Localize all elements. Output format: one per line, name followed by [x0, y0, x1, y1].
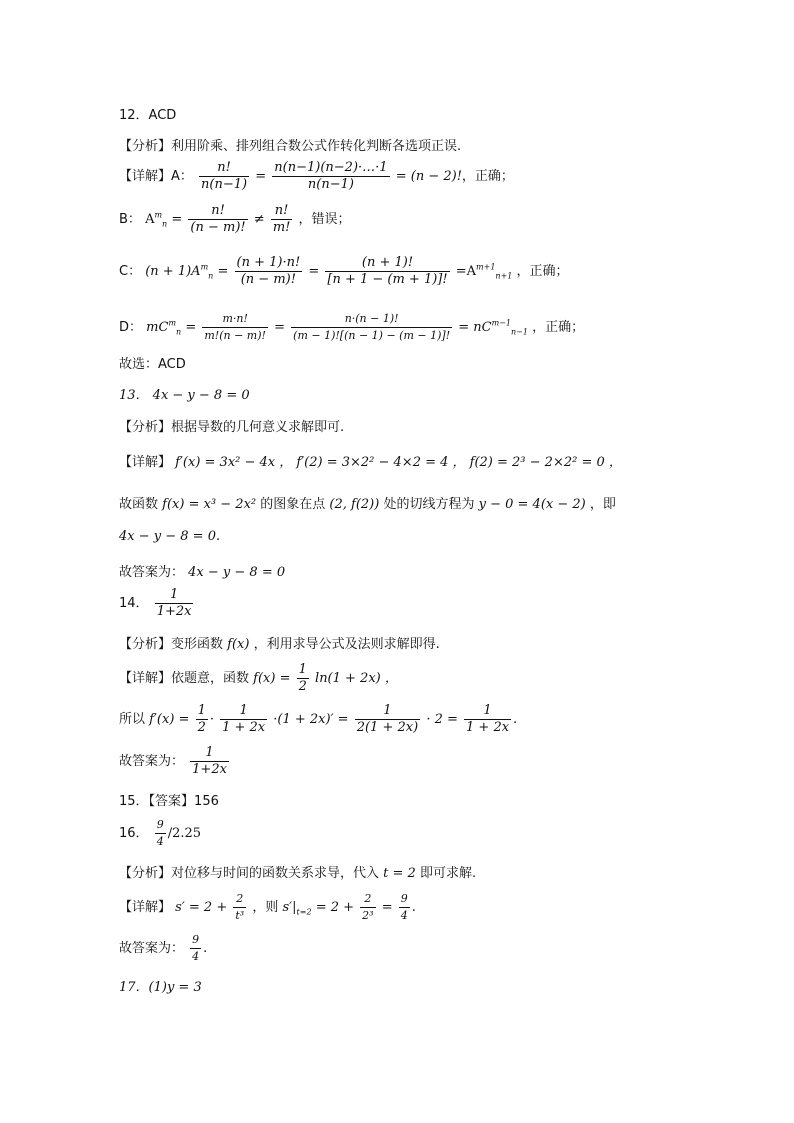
q12-option-c: C： $(n + 1)A^m_n$ = $\frac{(n + 1)\cdot n!}{(n - m)!}$ = $\frac{(n + 1)!}{[n + 1 - (m + 1)]!}$ $=A^{m+1}_{n+1}$ ，正确；	[119, 255, 569, 287]
fraction: $\frac{1}{2}$	[298, 662, 307, 694]
q14-analysis: 【分析】变形函数 f(x) ，利用求导公式及法则求解即得.	[119, 637, 440, 652]
fraction: $\frac{1}{1 + 2x}$	[222, 703, 266, 735]
q12-option-a: 【详解】A： $\frac{n!}{n(n-1)}$ = $\frac{n(n-1)(n-2)\cdot\dots\cdot 1}{n(n-1)}$ = (n − 2)!，正确；	[119, 160, 514, 192]
q13-analysis: 【分析】根据导数的几何意义求解即可.	[119, 420, 345, 435]
fraction: $\frac{(n + 1)\cdot n!}{(n - m)!}$	[236, 255, 301, 287]
q14-conclusion: 故答案为： $\frac{1}{1+2x}$	[119, 745, 227, 777]
q16-conclusion: 故答案为： $\frac{9}{4}$ .	[119, 933, 208, 963]
fraction: $\frac{n\cdot(n - 1)!}{(m - 1)![(n - 1) - (m - 1)]!}$	[293, 312, 451, 342]
fraction: $\frac{1}{2(1 + 2x)}$	[356, 703, 419, 735]
q16-answer: 16． $\frac{9}{4}$ /2.25	[119, 818, 202, 848]
q15-answer: 15．【答案】156	[119, 794, 219, 809]
q13-detail: 【详解】 f′(x) = 3x² − 4x ， f′(2) = 3×2² − 4×2 = 4 ， f(2) = 2³ − 2×2² = 0 ，	[119, 455, 622, 470]
q12-conclusion: 故选：ACD	[119, 357, 186, 372]
fraction: $\frac{9}{4}$	[156, 818, 164, 848]
q12-option-b: B： $A^m_n$ = $\frac{n!}{(n - m)!}$ ≠ $\frac{n!}{m!}$ ，错误；	[119, 203, 351, 235]
fraction: $\frac{1}{1+2x}$	[156, 587, 192, 619]
q14-answer: 14． $\frac{1}{1+2x}$	[119, 587, 192, 619]
fraction: $\frac{2}{\text{2³}}$	[362, 892, 374, 922]
fraction: $\frac{(n + 1)!}{[n + 1 - (m + 1)]!}$	[327, 255, 448, 287]
q12-analysis: 【分析】利用阶乘、排列组合数公式作转化判断各选项正误.	[119, 139, 462, 154]
detail-label: 【详解】A：	[119, 169, 193, 184]
q17-answer: 17．(1)y = 3	[119, 980, 202, 995]
q16-analysis: 【分析】对位移与时间的函数关系求导，代入 t = 2 即可求解.	[119, 866, 477, 881]
fraction: $\frac{m\cdot n!}{m!(n - m)!}$	[204, 312, 266, 342]
q16-detail: 【详解】 s′ = 2 + $\frac{2}{\text{t³}}$ ，则 $s'|_{t=2} = 2$ + $\frac{2}{\text{2³}}$ = $\frac{9}{4}$ .	[119, 892, 416, 922]
q12-answer: 12．ACD	[119, 108, 177, 123]
q14-derivative: 所以 f′(x) = $\frac{1}{2}$ · $\frac{1}{1 + 2x}$ ·(1 + 2x)′ = $\frac{1}{2(1 + 2x)}$ · 2 = $\frac{1}{1 + 2x}$ .	[119, 703, 518, 735]
fraction: $\frac{1}{1 + 2x}$	[466, 703, 510, 735]
fraction: $\frac{n!}{(n - m)!}$	[190, 203, 246, 235]
fraction: $\frac{9}{4}$	[400, 892, 408, 922]
fraction: $\frac{1}{2}$	[197, 703, 206, 735]
q14-detail: 【详解】依题意，函数 f(x) = $\frac{1}{2}$ ln(1 + 2x) ，	[119, 662, 398, 694]
fraction: $\frac{9}{4}$	[192, 933, 200, 963]
fraction: $\frac{n(n-1)(n-2)\cdot\dots\cdot 1}{n(n-1)}$	[274, 160, 388, 192]
q13-tangent-line: 故函数 f(x) = x³ − 2x² 的图象在点 (2, f(2)) 处的切线方程为 y − 0 = 4(x − 2) ，即	[119, 497, 616, 512]
fraction: $\frac{2}{\text{t³}}$	[235, 892, 245, 922]
fraction: $\frac{n!}{n(n-1)}$	[201, 160, 248, 192]
fraction: $\frac{1}{1+2x}$	[192, 745, 227, 777]
q13-result: 4x − y − 8 = 0.	[119, 529, 221, 544]
q13-conclusion: 故答案为： 4x − y − 8 = 0	[119, 565, 286, 580]
fraction: $\frac{n!}{m!}$	[272, 203, 291, 235]
q13-answer: 13． 4x − y − 8 = 0	[119, 388, 250, 403]
q12-option-d: D： $mC^m_n$ = $\frac{m\cdot n!}{m!(n - m)!}$ = $\frac{n\cdot(n - 1)!}{(m - 1)![(n - 1) - (m - 1)]!}$ = $nC^{m-1}_{n-1}$ ，正确；	[119, 312, 585, 342]
